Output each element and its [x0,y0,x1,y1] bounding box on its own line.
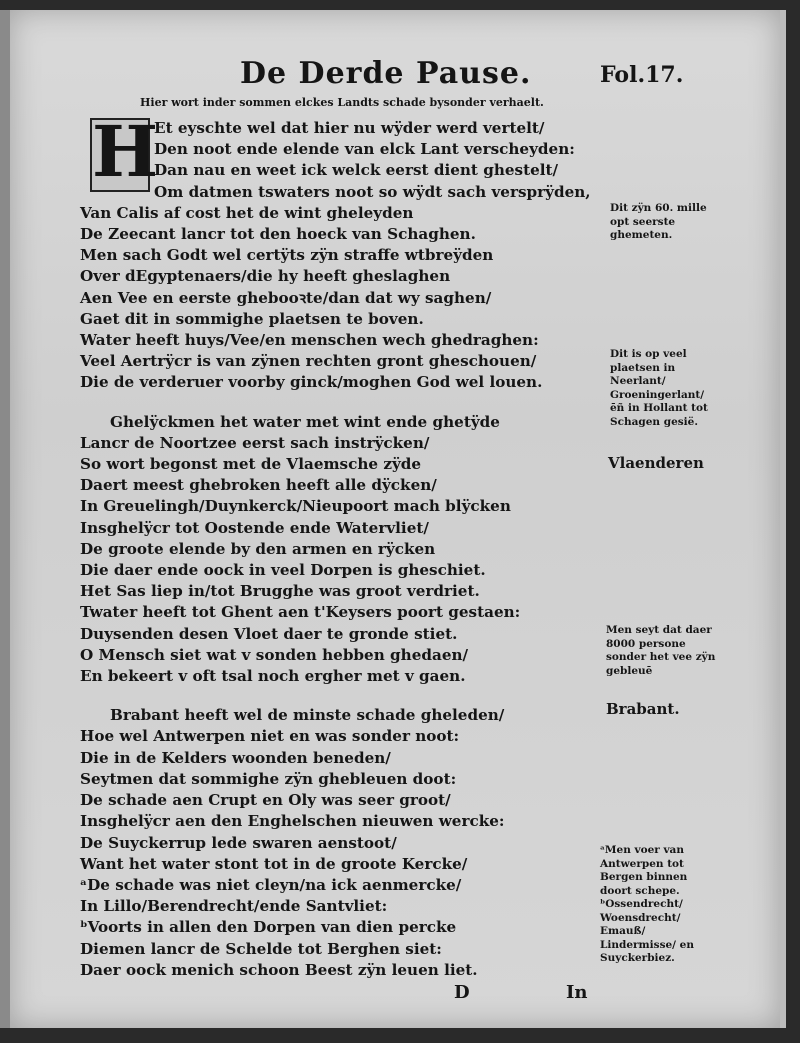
margin-note-4: ᵃMen voer van Antwerpen tot Bergen binnen doort schepe. ᵇOssendrecht/ Woensdrecht/ Emauß/ Lindermisse/ en Suyckerbiez. [600,844,694,964]
verse-line: Het Sas liep in/tot Brugghe was groot verdriet. [80,582,480,601]
margin-heading-flanders: Vlaenderen [608,454,704,472]
verse-line: In Greuelingh/Duynkerck/Nieupoort mach blÿcken [80,497,511,516]
verse-line: De schade aen Crupt en Oly was seer groot/ [80,791,451,810]
verse-line: Want het water stont tot in de groote Kercke/ [80,854,468,873]
verse-line: Daert meest ghebroken heeft alle dÿcken/ [80,476,437,495]
verse-line: Veel Aertrÿcr is van zÿnen rechten gront gheschouen/ [80,352,537,371]
verse-line: ᵃDe schade was niet cleyn/na ick aenmercke/ [80,875,462,894]
verse-line: Insghelÿcr tot Oostende ende Watervliet/ [80,518,429,537]
verse-line: O Mensch siet wat v sonden hebben ghedaen/ [80,645,469,664]
verse-line: In Lillo/Berendrecht/ende Santvliet: [80,897,388,916]
decorated-initial: H [92,110,159,193]
verse-line: So wort begonst met de Vlaemsche zÿde [80,455,422,474]
verse-line: Ghelÿckmen het water met wint ende ghetÿde [110,412,500,431]
stanza-3 [80,705,600,981]
verse-line: Brabant heeft wel de minste schade gheleden/ [110,706,505,725]
stanza-1 [80,110,600,394]
verse-line: Om datmen tswaters noot so wÿdt sach versprÿden, [154,182,591,201]
verse-line: Die in de Kelders woonden beneden/ [80,748,391,767]
verse-block [80,110,600,995]
verse-line: Diemen lancr de Schelde tot Berghen siet: [80,939,442,958]
verse-line: Men sach Godt wel certÿts zÿn straffe wtbreÿden [80,246,494,265]
verse-line: De groote elende by den armen en rÿcken [80,539,436,558]
stanza-2 [80,412,600,688]
verse-line: Den noot ende elende van elck Lant verscheyden: [154,140,575,159]
verse-line: Die daer ende oock in veel Dorpen is gheschiet. [80,561,486,580]
margin-heading-brabant: Brabant. [606,700,680,718]
verse-line: Over dEgyptenaers/die hy heeft gheslaghen [80,267,451,286]
page-edge [0,10,10,1028]
verse-line: De Zeecant lancr tot den hoeck van Schaghen. [80,225,476,244]
verse-line: Dan nau en weet ick welck eerst dient ghestelt/ [154,161,559,180]
margin-note-3: Men seyt dat daer 8000 persone sonder het vee zÿn gebleuē [606,624,716,677]
catchword: In [566,982,588,1003]
verse-line: Van Calis af cost het de wint gheleyden [80,203,414,222]
verse-line: En bekeert v oft tsal noch ergher met v gaen. [80,667,466,686]
folio-number: Fol.17. [600,62,684,88]
verse-line: Lancr de Noortzee eerst sach instrÿcken/ [80,433,430,452]
signature-mark: D [454,982,470,1003]
verse-line: Hoe wel Antwerpen niet en was sonder noot: [80,727,460,746]
page-subtitle: Hier wort inder sommen elckes Landts schade bysonder verhaelt. [140,96,544,109]
verse-line: Die de verderuer voorby ginck/moghen God wel louen. [80,373,543,392]
verse-line: Aen Vee en eerste ghebooꝛte/dan dat wy saghen/ [80,288,492,307]
page-title: De Derde Pause. [240,56,532,91]
verse-line: Daer oock menich schoon Beest zÿn leuen liet. [80,960,478,979]
margin-note-2: Dit is op veel plaetsen in Neerlant/ Groeningerlant/ ēñ in Hollant tot Schagen gesië. [610,348,708,428]
verse-line: Insghelÿcr aen den Enghelschen nieuwen wercke: [80,812,505,831]
margin-note-1: Dit zÿn 60. mille opt seerste ghemeten. [610,202,707,241]
verse-line: Gaet dit in sommighe plaetsen te boven. [80,309,424,328]
verse-line: ᵇVoorts in allen den Dorpen van dien percke [80,918,457,937]
verse-line: Twater heeft tot Ghent aen t'Keysers poort gestaen: [80,603,521,622]
book-page [10,10,786,1028]
verse-line: Water heeft huys/Vee/en menschen wech ghedraghen: [80,331,539,350]
verse-line: Duysenden desen Vloet daer te gronde stiet. [80,624,458,643]
verse-line: De Suyckerrup lede swaren aenstoot/ [80,833,397,852]
verse-line: Et eyschte wel dat hier nu wÿder werd vertelt/ [154,119,545,137]
verse-line: Seytmen dat sommighe zÿn ghebleuen doot: [80,769,457,788]
